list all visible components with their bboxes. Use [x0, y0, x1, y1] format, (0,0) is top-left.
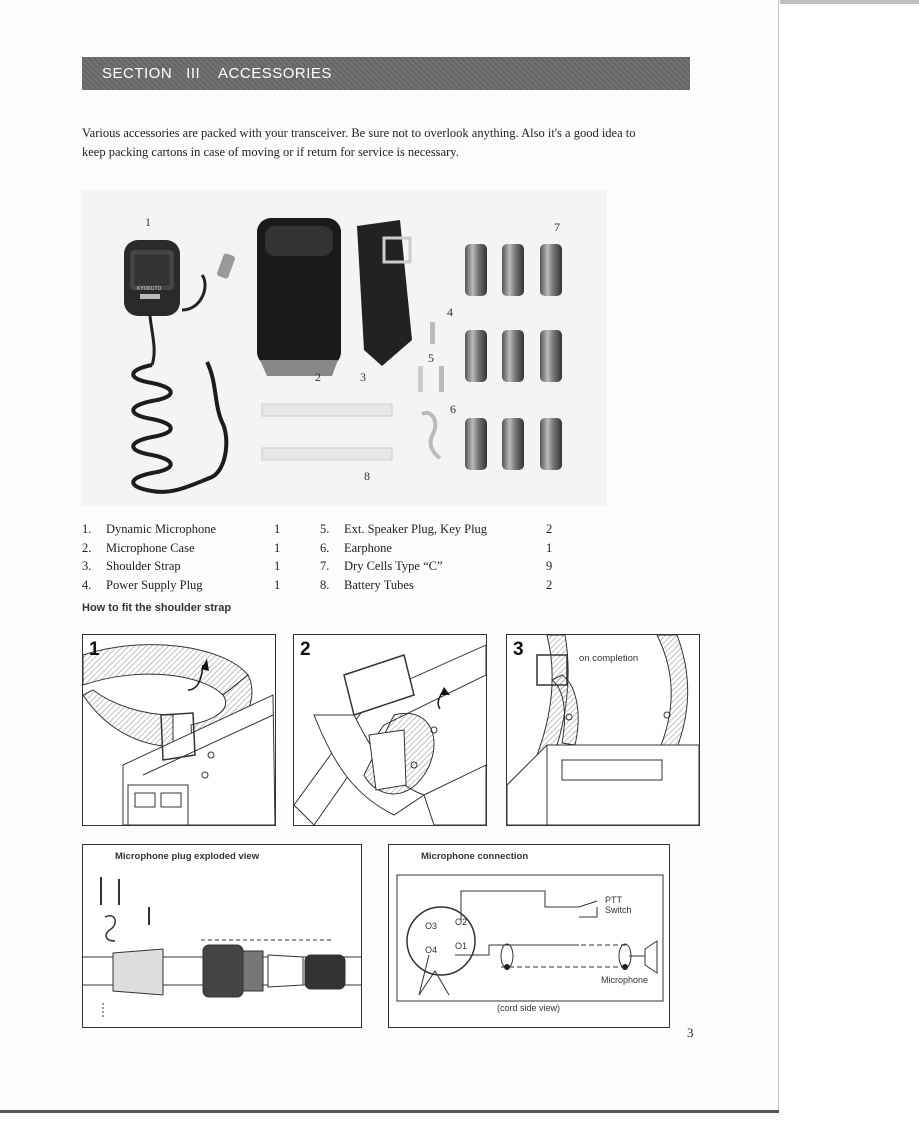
- section-title: SECTION III ACCESSORIES: [102, 65, 332, 82]
- callout-3: 3: [360, 370, 366, 384]
- step-2-number: 2: [300, 639, 311, 660]
- pin-3-label: O3: [425, 921, 438, 931]
- plugs-image: [418, 322, 444, 458]
- connection-diagram-title: Microphone connection: [421, 851, 529, 862]
- callout-8: 8: [364, 469, 370, 483]
- strap-heading: How to fit the shoulder strap: [82, 602, 232, 614]
- list-item: 8. Battery Tubes 2: [320, 577, 553, 592]
- callout-5: 5: [428, 351, 434, 365]
- pin-1-label: O1: [455, 941, 468, 951]
- shoulder-strap-image: [357, 220, 412, 366]
- plug-diagram-title: Microphone plug exploded view: [115, 851, 260, 862]
- battery-tubes-image: [262, 404, 392, 460]
- page-edge: [778, 0, 779, 1112]
- page-number: 3: [687, 1025, 694, 1040]
- callout-4: 4: [447, 305, 453, 319]
- microphone-image: [124, 240, 236, 492]
- microphone-case-image: [257, 218, 341, 376]
- switch-label: Switch: [605, 905, 632, 915]
- dry-cells-image: [465, 244, 562, 470]
- accessories-photo: [82, 190, 607, 506]
- step-2-panel: [293, 634, 487, 826]
- step-1-number: 1: [89, 639, 100, 660]
- cord-side-label: (cord side view): [497, 1003, 561, 1013]
- mic-brand-label: KYOKUTO: [137, 286, 162, 292]
- plug-exploded-panel: [82, 844, 362, 1028]
- list-item: 1. Dynamic Microphone 1: [82, 522, 281, 536]
- accessory-list-left: [82, 520, 292, 594]
- pin-4-label: O4: [425, 945, 438, 955]
- mic-connection-panel: [388, 844, 670, 1028]
- list-item: 6. Earphone 1: [320, 540, 553, 555]
- list-item: 7. Dry Cells Type “C” 9: [320, 559, 553, 573]
- list-item: 3. Shoulder Strap 1: [82, 559, 281, 573]
- pin-2-label: O2: [455, 917, 468, 927]
- callout-7: 7: [554, 220, 560, 234]
- background-bar: [780, 0, 919, 4]
- completion-note: on completion: [575, 653, 642, 664]
- callout-2: 2: [315, 370, 321, 384]
- callout-1: 1: [145, 215, 151, 229]
- section-banner: [82, 57, 690, 90]
- step-3-number: 3: [513, 639, 524, 660]
- step-3-panel: [506, 634, 700, 826]
- page-bottom-edge: [0, 1110, 779, 1113]
- ptt-label: PTT: [605, 895, 622, 905]
- intro-paragraph: Various accessories are packed with your transceiver. Be sure not to overlook anything. Also it's a good idea to keep packing cartons in case of moving or if return for service is necessary.: [82, 126, 636, 159]
- list-item: 5. Ext. Speaker Plug, Key Plug 2: [320, 522, 553, 536]
- accessory-list-right: [320, 520, 560, 594]
- list-item: 2. Microphone Case 1: [82, 540, 281, 555]
- callout-6: 6: [450, 402, 456, 416]
- list-item: 4. Power Supply Plug 1: [82, 577, 281, 592]
- step-1-panel: [82, 634, 276, 826]
- microphone-label: Microphone: [601, 975, 649, 985]
